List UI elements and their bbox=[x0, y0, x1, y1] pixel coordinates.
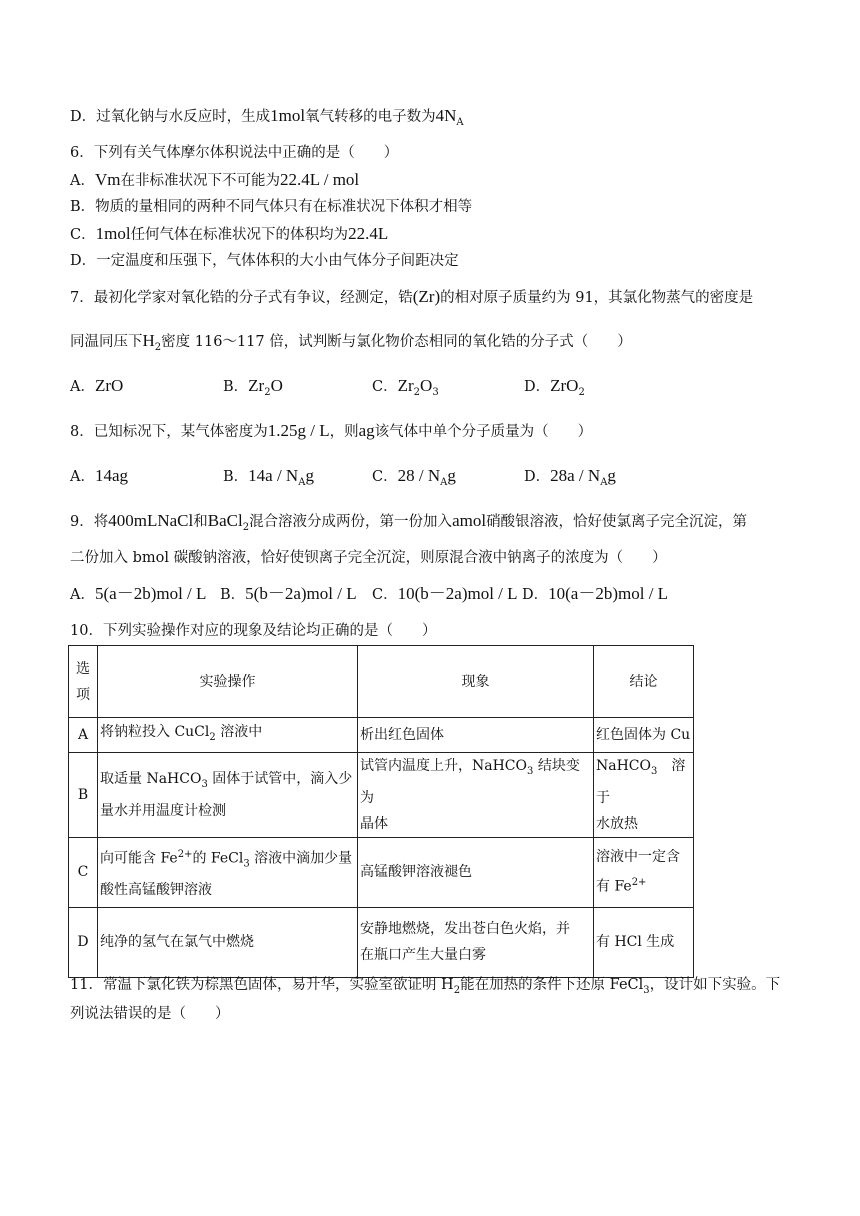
q9-option-a: A．5(a－2b)mol / L bbox=[70, 584, 207, 603]
row-conclusion: 红色固体为 Cu bbox=[594, 718, 694, 753]
row-option: B bbox=[69, 753, 98, 838]
table-row bbox=[69, 907, 694, 977]
header-phenomenon: 现象 bbox=[358, 646, 594, 718]
q7-stem-line1: 7．最初化学家对氧化锆的分子式有争议，经测定，锆(Zr)的相对原子质量约为 91，其氯化物蒸气的密度是 bbox=[70, 287, 754, 306]
q9-option-d: D．10(a－2b)mol / L bbox=[522, 584, 669, 603]
q7-option-d: D．ZrO$_2$ bbox=[524, 376, 585, 398]
q8-option-b: B．$14a / N_Ag$ bbox=[223, 466, 314, 488]
row-conclusion: 有 HCl 生成 bbox=[594, 907, 694, 977]
row-operation: 向可能含 $Fe^{2+}$的 FeCl$_3$ 溶液中滴加少量 酸性高锰酸钾溶液 bbox=[98, 837, 358, 907]
q8-option-c: C．$28 / N_Ag$ bbox=[372, 466, 456, 488]
q8-stem: 8．已知标况下，某气体密度为1.25g / L，则ag该气体中单个分子质量为（ ） bbox=[70, 421, 593, 440]
row-operation: 将钠粒投入 CuCl$_2$ 溶液中 bbox=[98, 718, 358, 753]
row-option: D bbox=[69, 907, 98, 977]
q7-stem-line2: 同温同压下$H_2$密度 116～117 倍，试判断与氯化物价态相同的氧化锆的分子式（ ） bbox=[70, 331, 632, 353]
table-row bbox=[69, 718, 694, 753]
q5-option-d: D．过氧化钠与水反应时，生成1mol氧气转移的电子数为$4N_A$ bbox=[70, 106, 464, 128]
row-phenomenon: 试管内温度上升，NaHCO$_3$ 结块变为 晶体 bbox=[358, 753, 594, 838]
row-option: C bbox=[69, 837, 98, 907]
q10-table bbox=[68, 645, 700, 978]
q6-option-b: B．物质的量相同的两种不同气体只有在标准状况下体积才相等 bbox=[70, 199, 473, 215]
q6-option-c: C．1mol任何气体在标准状况下的体积均为22.4L bbox=[70, 224, 389, 243]
header-operation: 实验操作 bbox=[98, 646, 358, 718]
q9-option-b: B．5(b－2a)mol / L bbox=[220, 584, 357, 603]
q8-option-d: D．$28a / N_Ag$ bbox=[524, 466, 616, 488]
table-row bbox=[69, 837, 694, 907]
row-phenomenon: 析出红色固体 bbox=[358, 718, 594, 753]
row-conclusion: 溶液中一定含 有 $Fe^{2+}$ bbox=[594, 837, 694, 907]
q7-option-a: A．ZrO bbox=[70, 376, 124, 395]
q6-stem: 6．下列有关气体摩尔体积说法中正确的是（ ） bbox=[70, 145, 399, 161]
row-phenomenon: 高锰酸钾溶液褪色 bbox=[358, 837, 594, 907]
table-header-row bbox=[69, 646, 694, 718]
q8-option-a: A．14ag bbox=[70, 466, 129, 485]
q6-option-d: D．一定温度和压强下，气体体积的大小由气体分子间距决定 bbox=[70, 253, 459, 269]
row-conclusion: NaHCO$_3$ 溶 于 水放热 bbox=[594, 753, 694, 838]
header-conclusion: 结论 bbox=[594, 646, 694, 718]
q9-option-c: C．10(b－2a)mol / L bbox=[372, 584, 518, 603]
q6-option-a: A．Vm在非标准状况下不可能为22.4L / mol bbox=[70, 170, 360, 189]
row-phenomenon: 安静地燃烧，发出苍白色火焰，并 在瓶口产生大量白雾 bbox=[358, 907, 594, 977]
q9-stem-line1: 9．将400mLNaCl和BaCl$_2$混合溶液分成两份，第一份加入amol硝酸银溶液，恰好使氯离子完全沉淀，第 bbox=[70, 511, 748, 533]
row-operation: 纯净的氢气在氯气中燃烧 bbox=[98, 907, 358, 977]
row-operation: 取适量 NaHCO$_3$ 固体于试管中，滴入少 量水并用温度计检测 bbox=[98, 753, 358, 838]
row-option: A bbox=[69, 718, 98, 753]
q7-option-b: B．$Zr_2O$ bbox=[223, 376, 283, 398]
header-option: 选 项 bbox=[69, 646, 98, 718]
q7-option-c: C．$Zr_2O_3$ bbox=[372, 376, 439, 398]
q9-stem-line2: 二份加入 bmol 碳酸钠溶液，恰好使钡离子完全沉淀，则原混合液中钠离子的浓度为（ ） bbox=[70, 550, 667, 566]
q11-stem-line1: 11．常温下氯化铁为棕黑色固体，易升华，实验室欲证明 $H_2$能在加热的条件下还原 FeCl$_3$，设计如下实验。下 bbox=[70, 977, 781, 996]
q10-stem: 10．下列实验操作对应的现象及结论均正确的是（ ） bbox=[70, 623, 437, 639]
q11-stem-line2: 列说法错误的是（ ） bbox=[70, 1006, 230, 1022]
table-row bbox=[69, 753, 694, 838]
